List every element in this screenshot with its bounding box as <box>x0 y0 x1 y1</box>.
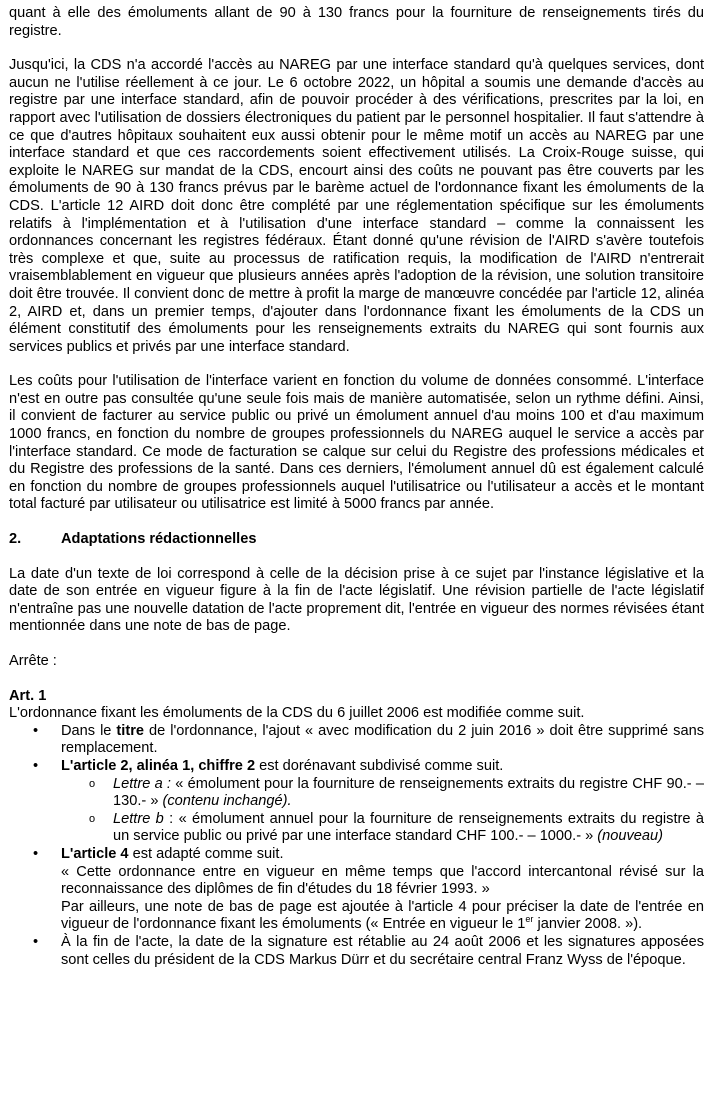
list-item: • L'article 2, alinéa 1, chiffre 2 est dorénavant subdivisé comme suit. o Lettre a : « émolument pour la fourniture de renseignements extraits du registre CHF 90.- – 130.- » (contenu inchangé). o Lettre b : « émolument annuel pour la fourniture de renseignements extraits du registre à un service public ou privé par une interface standard CHF 100.- – 1000.- » (nouveau) <box>33 757 704 845</box>
bullet-icon: • <box>33 722 39 739</box>
footnote-text: Par ailleurs, une note de bas de page est ajoutée à l'article 4 pour préciser la date de l'entrée en vigueur de l'ordonnance fixant les émoluments (« Entrée en vigueur le 1er janvier 2008. »). <box>61 898 704 933</box>
letter-label: Lettre a : <box>113 775 171 792</box>
list-item: • L'article 4 est adapté comme suit. « Cette ordonnance entre en vigueur en même temps que l'accord intercantonal révisé sur la reconnaissance des diplômes de fin d'études du 18 février 1993. » Par ailleurs, une note de bas de page est ajoutée à l'article 4 pour préciser la date de l'entrée en vigueur de l'ordonnance fixant les émoluments (« Entrée en vigueur le 1er janvier 2008. »). <box>33 845 704 933</box>
circle-bullet-icon: o <box>89 777 96 790</box>
document-page <box>9 5 704 969</box>
bullet-icon: • <box>33 845 39 862</box>
bold-term: L'article 2, alinéa 1, chiffre 2 <box>61 757 256 774</box>
bold-term: titre <box>116 722 144 739</box>
decree-label: Arrête : <box>9 653 57 669</box>
circle-bullet-icon: o <box>89 812 96 825</box>
list-item: • À la fin de l'acte, la date de la signature est rétablie au 24 août 2006 et les signatures apposées sont celles du président de la CDS Markus Dürr et du secrétaire central Franz Wyss de l'époque. <box>33 933 704 968</box>
sub-list-item: o Lettre b : « émolument annuel pour la fourniture de renseignements extraits du registre à un service public ou privé par une interface standard CHF 100.- – 1000.- » (nouveau) <box>89 810 704 845</box>
letter-label: Lettre b <box>113 810 164 827</box>
bullet-icon: • <box>33 757 39 774</box>
italic-note: (nouveau) <box>597 828 664 845</box>
italic-note: (contenu inchangé). <box>162 793 292 810</box>
paragraph-interface-costs: Les coûts pour l'utilisation de l'interface varient en fonction du volume de données consommé. L'interface n'est en outre pas consultée qu'une seule fois mais de manière automatisée, selon un rythme défini. Ainsi, il convient de facturer au service public ou privé un émolument annuel d'au moins 100 et d'au maximum 1000 francs, en fonction du nombre de groupes professionnels du NAREG auquel le service a accès par l'interface standard. Ce mode de facturation se calque sur celui du Registre des professions médicales et du Registre des professions de la santé. Dans ces derniers, l'émolument annuel dû est également calculé en fonction du nombre de groupes professionnels auquel l'utilisatrice ou l'utilisateur a accès et le montant total facturé par utilisateur ou utilisatrice est limité à 5000 francs par année. <box>9 373 704 513</box>
sub-list-item: o Lettre a : « émolument pour la fourniture de renseignements extraits du registre CHF 90.- – 130.- » (contenu inchangé). <box>89 775 704 810</box>
section-title: Adaptations rédactionnelles <box>61 531 257 548</box>
section-number: 2. <box>9 531 22 548</box>
paragraph-editorial: La date d'un texte de loi correspond à celle de la décision prise à ce sujet par l'instance législative et la date de son entrée en vigueur figure à la fin de l'acte législatif. Une révision partielle de l'acte législatif n'entraîne pas une nouvelle datation de l'acte proprement dit, l'entrée en vigueur des normes révisées étant mentionnée dans une note de bas de page. <box>9 565 704 635</box>
bold-term: L'article 4 <box>61 845 129 862</box>
amendment-list <box>9 723 704 969</box>
paragraph-interface-access: Jusqu'ici, la CDS n'a accordé l'accès au NAREG par une interface standard qu'à quelques services, dont aucun ne l'utilise réellement à ce jour. Le 6 octobre 2022, un hôpital a soumis une demande d'accès au registre par une interface standard, afin de pouvoir procéder à des vérifications, prescrites par la loi, en rapport avec l'utilisation de dossiers électroniques du patient par le personnel hospitalier. Il faut s'attendre à ce que d'autres hôpitaux souhaitent eux aussi obtenir pour le même motif un accès au NAREG par une interface standard et que ces raccordements soient effectivement utilisés. La Croix-Rouge suisse, qui exploite le NAREG sur mandat de la CDS, encourt ainsi des coûts ne pouvant pas être couverts par les émoluments de 90 à 130 francs prévus par le barème actuel de l'ordonnance fixant les émoluments de la CDS. L'article 12 AIRD doit donc être complété par une réglementation spécifique sur les émoluments relatifs à l'implémentation et à l'utilisation d'une interface standard – comme la connaissent les ordonnances concernant les registres fédéraux. Étant donné qu'une révision de l'AIRD s'avère toutefois très complexe et que, suite au processus de ratification requis, la modification de l'AIRD n'entrerait vraisemblablement en vigueur que plusieurs années après l'adoption de la révision, une solution transitoire doit être trouvée. Il convient donc de mettre à profit la marge de manœuvre concédée par l'article 12, alinéa 2, AIRD et, dans un premier temps, d'ajouter dans l'ordonnance fixant les émoluments de la CDS un élément constitutif des émoluments pour les renseignements extraits du NAREG qui sont fournis aux services publics et privés par une interface standard. <box>9 57 704 355</box>
article-intro: L'ordonnance fixant les émoluments de la CDS du 6 juillet 2006 est modifiée comme suit. <box>9 705 585 722</box>
quoted-text: « Cette ordonnance entre en vigueur en même temps que l'accord intercantonal révisé sur la reconnaissance des diplômes de fin d'études du 18 février 1993. » <box>61 863 704 898</box>
bullet-icon: • <box>33 933 39 950</box>
article-title: Art. 1 <box>9 687 47 704</box>
section-heading <box>9 531 704 549</box>
list-item: • Dans le titre de l'ordonnance, l'ajout « avec modification du 2 juin 2016 » doit être supprimé sans remplacement. <box>33 722 704 757</box>
paragraph-fee-intro: quant à elle des émoluments allant de 90 à 130 francs pour la fourniture de renseignements tirés du registre. <box>9 5 704 39</box>
sub-list <box>61 776 704 846</box>
